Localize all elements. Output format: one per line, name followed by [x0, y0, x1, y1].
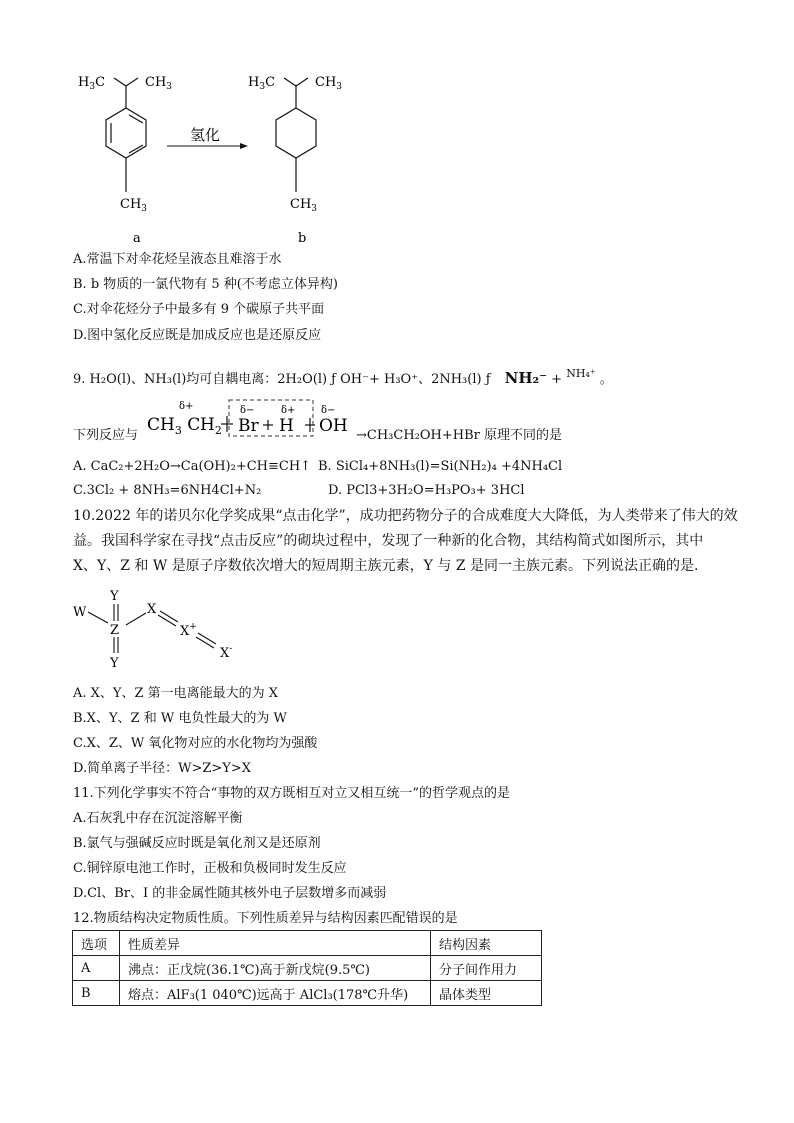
q11-choice-a: A.石灰乳中存在沉淀溶解平衡 — [73, 811, 243, 826]
q8-choice-b: B. b 物质的一氯代物有 5 种(不考虑立体异构) — [73, 277, 338, 292]
nh4-ion: NH₄⁺ — [566, 367, 596, 380]
cyclohexane-structure — [276, 78, 316, 192]
svg-text:OH: OH — [319, 416, 348, 436]
table-row — [73, 981, 542, 1006]
svg-text:Y: Y — [110, 656, 119, 671]
q9-choice-d: D. PCl3+3H₂O=H₃PO₃+ 3HCl — [328, 483, 525, 498]
q9-stem — [73, 366, 613, 388]
plus-sign: + — [551, 372, 563, 387]
q10-stem-line-3: X、Y、Z 和 W 是原子序数依次增大的短周期主族元素，Y 与 Z 是同一主族元素。下列说法正确的是. — [73, 558, 699, 574]
svg-text:δ−: δ− — [321, 405, 336, 416]
header-structure: 结构因素 — [431, 931, 542, 956]
svg-text:X: X — [147, 602, 157, 617]
cell-property: 沸点：正戊烷(36.1℃)高于新戊烷(9.5℃) — [120, 956, 431, 981]
q10-choice-b: B.X、Y、Z 和 W 电负性最大的为 W — [73, 711, 287, 726]
cell-option: A — [73, 956, 120, 981]
q10-choice-c: C.X、Z、W 氧化物对应的水化物均为强酸 — [73, 736, 318, 751]
nh2-ion: NH₂⁻ — [504, 369, 548, 387]
q9-stem-end: 。 — [599, 372, 613, 387]
q9-stem-text: 9. H₂O(l)、NH₃(l)均可自耦电离：2H₂O(l) ƒ OH⁻+ H₃O⁺、2NH₃(l) ƒ — [73, 372, 491, 387]
table-header-row — [73, 931, 542, 956]
q10-stem-line-2: 益。我国科学家在寻找“点击反应”的砌块过程中，发现了一种新的化合物，其结构简式如图所示，其中 — [73, 533, 704, 549]
q8-choice-d: D.图中氢化反应既是加成反应也是还原反应 — [73, 328, 322, 343]
q8-choice-a: A.常温下对伞花烃呈液态且难溶于水 — [73, 252, 282, 267]
cell-structure: 晶体类型 — [431, 981, 542, 1006]
ethyl-bromide-hydrolysis-figure — [143, 398, 368, 446]
svg-text:Y: Y — [110, 589, 119, 604]
svg-text:δ−: δ− — [240, 405, 255, 416]
q9-choice-b: B. SiCl₄+8NH₃(l)=Si(NH₂)₄ +4NH₄Cl — [318, 459, 563, 474]
svg-text:X-: X- — [220, 644, 233, 661]
svg-text:CH3 C: $CH_3$ C — [147, 415, 201, 437]
q12-table — [72, 930, 542, 1006]
q11-choice-c: C.铜锌原电池工作时，正极和负极同时发生反应 — [73, 861, 347, 876]
svg-text:W: W — [73, 605, 87, 620]
q8-choice-c: C.对伞花烃分子中最多有 9 个碳原子共平面 — [73, 302, 325, 317]
q10-stem-line-1: 10.2022 年的诺贝尔化学奖成果“点击化学”，成功把药物分子的合成难度大大降低，为人类带来了伟大的效 — [73, 508, 738, 524]
q9-choice-a: A. CaC₂+2H₂O→Ca(OH)₂+CH≡CH↑ — [73, 459, 312, 474]
svg-text:H2: $H_2$ — [200, 415, 222, 437]
svg-text:H: H — [279, 416, 294, 436]
reaction-label: 氢化 — [190, 126, 221, 144]
cymene-hydrogenation-figure — [70, 64, 370, 249]
svg-text:Br: Br — [238, 416, 259, 436]
svg-text:δ+: δ+ — [281, 405, 296, 416]
svg-text:CH3: $CH_3$ — [145, 75, 173, 92]
cell-structure: 分子间作用力 — [431, 956, 542, 981]
svg-text:CH3: $CH_3$ — [120, 197, 148, 214]
svg-text:CH3: $CH_3$ — [315, 75, 343, 92]
compound-structure-figure — [70, 585, 260, 675]
q12-stem: 12.物质结构决定物质性质。下列性质差异与结构因素匹配错误的是 — [73, 911, 458, 926]
cell-property: 熔点：AlF₃(1 040℃)远高于 AlCl₃(178℃升华) — [120, 981, 431, 1006]
q9-reaction-intro: 下列反应与 — [73, 428, 139, 443]
p-cymene-structure — [106, 78, 146, 192]
q11-choice-d: D.Cl、Br、I 的非金属性随其核外电子层数增多而减弱 — [73, 886, 387, 901]
molecule-b-label: b — [298, 231, 307, 246]
q10-choice-d: D.简单离子半径：W>Z>Y>X — [73, 761, 252, 776]
header-option: 选项 — [73, 931, 120, 956]
q11-choice-b: B.氯气与强碱反应时既是氧化剂又是还原剂 — [73, 836, 321, 851]
molecule-a-label: a — [133, 231, 141, 246]
q11-stem: 11.下列化学事实不符合“事物的双方既相互对立又相互统一”的哲学观点的是 — [73, 786, 510, 801]
cell-option: B — [73, 981, 120, 1006]
table-row — [73, 956, 542, 981]
q9-reaction-tail: →CH₃CH₂OH+HBr 原理不同的是 — [356, 428, 563, 443]
header-property: 性质差异 — [120, 931, 431, 956]
svg-text:H3C: $H_3C$ — [78, 75, 106, 92]
svg-text:H3C: $H_3C$ — [248, 75, 276, 92]
svg-text:X+: X+ — [180, 622, 197, 639]
q10-choice-a: A. X、Y、Z 第一电离能最大的为 X — [73, 686, 279, 701]
svg-text:δ+: δ+ — [179, 401, 194, 412]
q9-choice-c: C.3Cl₂ + 8NH₃=6NH4Cl+N₂ — [73, 483, 262, 498]
svg-text:Z: Z — [110, 623, 120, 638]
svg-text:CH3: $CH_3$ — [290, 197, 318, 214]
